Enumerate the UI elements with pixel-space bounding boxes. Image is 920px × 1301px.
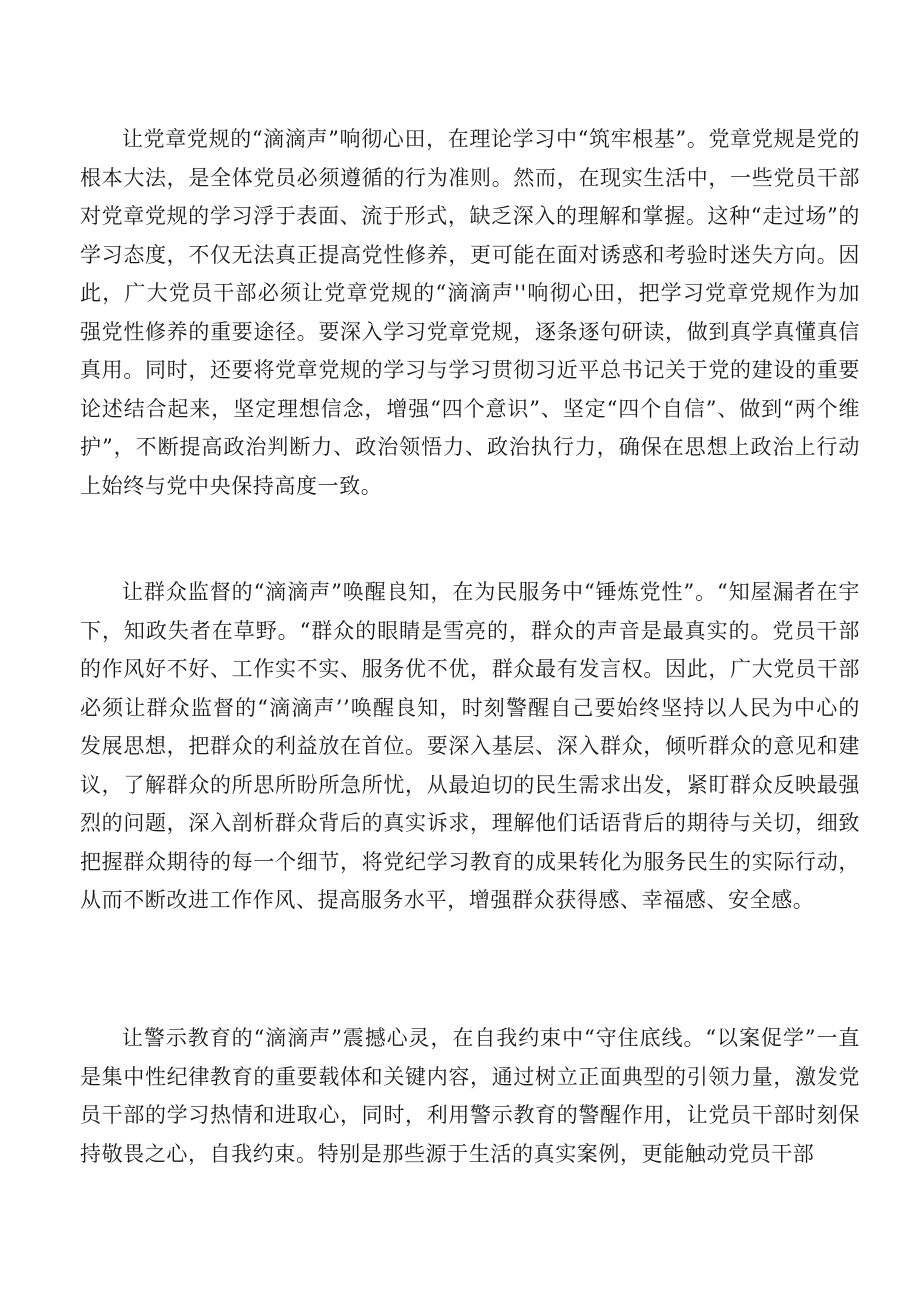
paragraph-party-rules: 让党章党规的“滴滴声”响彻心田，在理论学习中“筑牢根基”。党章党规是党的根本大法，是全体党员必须遵循的行为准则。然而，在现实生活中，一些党员干部对党章党规的学习浮于表面、流于形式，缺乏深入的理解和掌握。这种“走过场”的学习态度，不仅无法真正提高党性修养，更可能在面对诱惑和考验时迷失方向。因此，广大党员干部必须让党章党规的“滴滴声''响彻心田，把学习党章党规作为加强党性修养的重要途径。要深入学习党章党规，逐条逐句研读，做到真学真懂真信真用。同时，还要将党章党规的学习与学习贯彻习近平总书记关于党的建设的重要论述结合起来，坚定理想信念，增强“四个意识”、坚定“四个自信”、做到“两个维护”，不断提高政治判断力、政治领悟力、政治执行力，确保在思想上政治上行动上始终与党中央保持高度一致。 bbox=[80, 127, 860, 498]
paragraph-mass-supervision: 让群众监督的“滴滴声”唤醒良知，在为民服务中“锤炼党性”。“知屋漏者在宇下，知政失者在草野。“群众的眼睛是雪亮的，群众的声音是最真实的。党员干部的作风好不好、工作实不实、服务优不优，群众最有发言权。因此，广大党员干部必须让群众监督的“滴滴声’’唤醒良知，时刻警醒自己要始终坚持以人民为中心的发展思想，把群众的利益放在首位。要深入基层、深入群众，倾听群众的意见和建议，了解群众的所思所盼所急所忧，从最迫切的民生需求出发，紧盯群众反映最强烈的问题，深入剖析群众背后的真实诉求，理解他们话语背后的期待与关切，细致把握群众期待的每一个细节，将党纪学习教育的成果转化为服务民生的实际行动，从而不断改进工作作风、提高服务水平，增强群众获得感、幸福感、安全感。 bbox=[80, 580, 860, 912]
paragraph-warning-education: 让警示教育的“滴滴声”震撼心灵，在自我约束中“守住底线。“以案促学”一直是集中性纪律教育的重要载体和关键内容，通过树立正面典型的引领力量，激发党员干部的学习热情和进取心，同时，利用警示教育的警醒作用，让党员干部时刻保持敬畏之心，自我约束。特别是那些源于生活的真实案例，更能触动党员干部 bbox=[80, 1026, 860, 1166]
